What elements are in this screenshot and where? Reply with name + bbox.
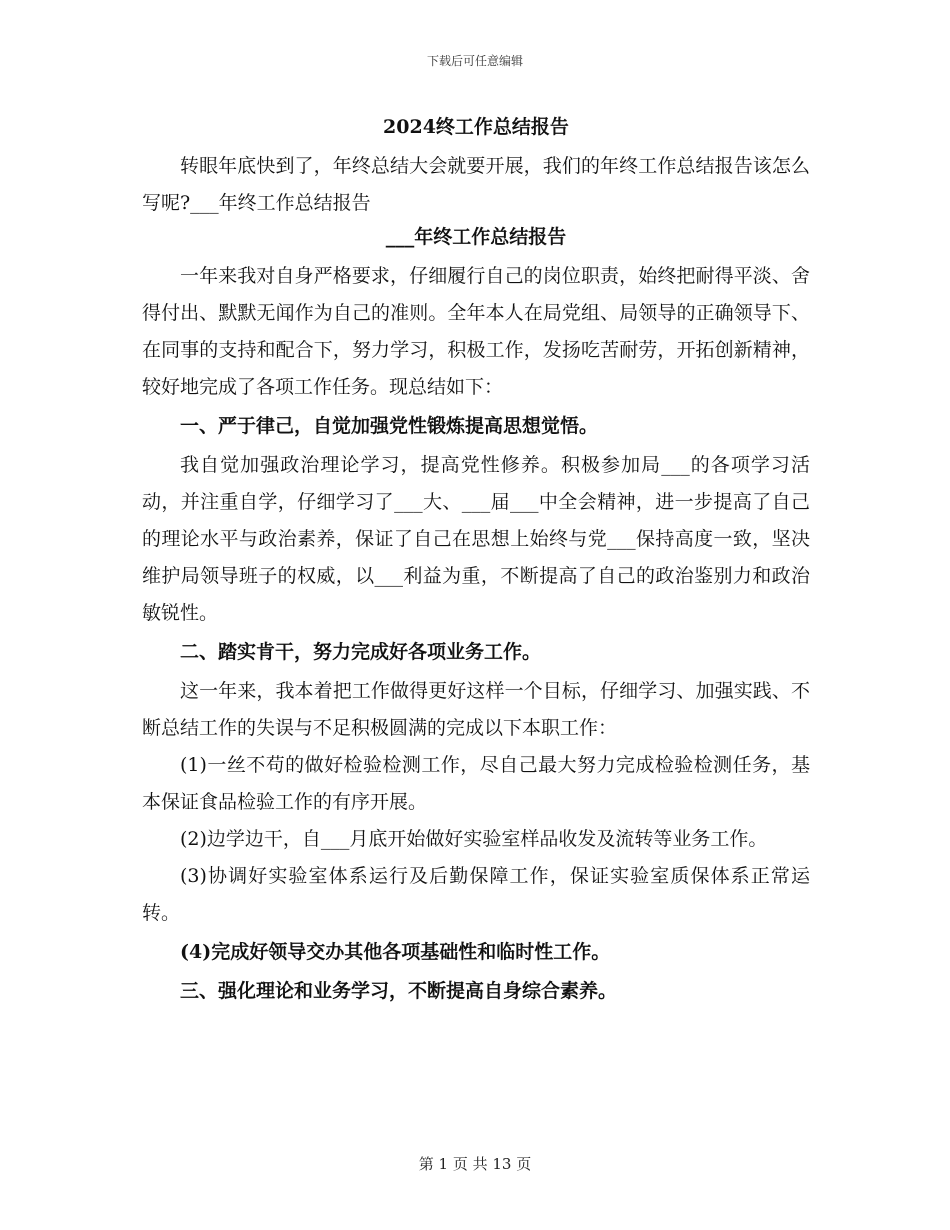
list-item-1: (1)一丝不苟的做好检验检测工作，尽自己最大努力完成检验检测任务，基本保证食品检验工作的有序开展。 <box>142 754 810 813</box>
document-subtitle: ___年终工作总结报告 <box>385 226 567 248</box>
paragraph-summary: 一年来我对自身严格要求，仔细履行自己的岗位职责，始终把耐得平淡、舍得付出、默默无闻作为自己的准则。全年本人在局党组、局领导的正确领导下、在同事的支持和配合下，努力学习，积极工作，发扬吃苦耐劳，开拓创新精神，较好地完成了各项工作任务。现总结如下： <box>142 265 810 398</box>
paragraph-section-1: 我自觉加强政治理论学习，提高党性修养。积极参加局___的各项学习活动，并注重自学，仔细学习了___大、___届___中全会精神，进一步提高了自己的理论水平与政治素养，保证了自己在思想上始终与党___保持高度一致，坚决维护局领导班子的权威，以___利益为重，不断提高了自己的政治鉴别力和政治敏锐性。 <box>142 454 810 624</box>
list-item-2: (2)边学边干，自___月底开始做好实验室样品收发及流转等业务工作。 <box>180 828 768 850</box>
document-body <box>142 112 810 1012</box>
list-item-3: (3)协调好实验室体系运行及后勤保障工作，保证实验室质保体系正常运转。 <box>142 865 810 924</box>
section-heading-2: 二、踏实肯干，努力完成好各项业务工作。 <box>180 641 542 663</box>
section-heading-3: 三、强化理论和业务学习，不断提高自身综合素养。 <box>180 980 618 1002</box>
page-number: 第 1 页 共 13 页 <box>418 1155 532 1173</box>
intro-paragraph: 转眼年底快到了，年终总结大会就要开展，我们的年终工作总结报告该怎么写呢?___年终工作总结报告 <box>142 155 810 214</box>
list-item-4: (4)完成好领导交办其他各项基础性和临时性工作。 <box>180 941 611 963</box>
section-heading-1: 一、严于律己，自觉加强党性锻炼提高思想觉悟。 <box>180 415 599 437</box>
header-note: 下载后可任意编辑 <box>426 54 523 68</box>
document-title: 2024终工作总结报告 <box>383 116 569 138</box>
paragraph-section-2: 这一年来，我本着把工作做得更好这样一个目标，仔细学习、加强实践、不断总结工作的失误与不足积极圆满的完成以下本职工作： <box>142 680 810 739</box>
